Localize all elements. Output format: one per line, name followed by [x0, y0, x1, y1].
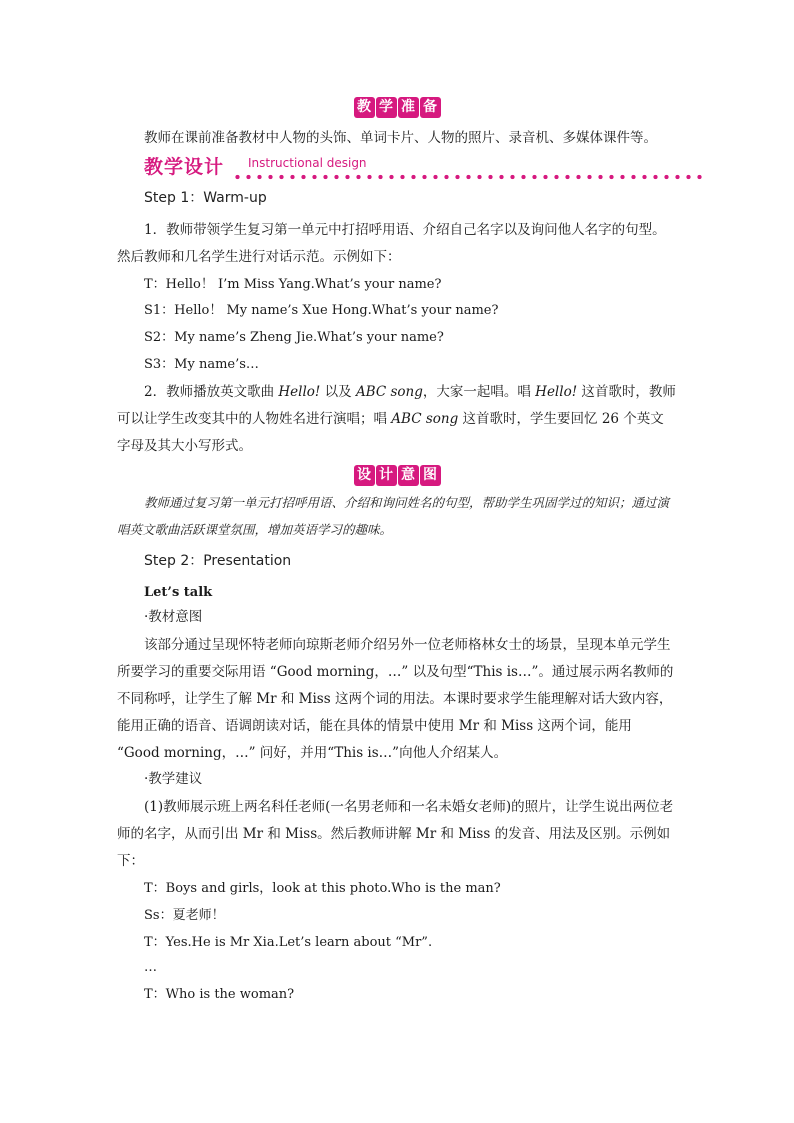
- item2-text: ，大家一起唱。唱: [422, 384, 531, 400]
- lets-talk-heading: Let’s talk: [144, 585, 213, 600]
- intent-badge-char: 设: [354, 465, 375, 486]
- step2-heading: Step 2：Presentation: [144, 553, 292, 569]
- item2-text: 这首歌时，学生要回忆 26 个英文字母及其大小写形式。: [117, 411, 664, 454]
- dialogue-line: S3：My name’s…: [144, 357, 259, 372]
- song-title: ABC song: [355, 384, 423, 400]
- design-header: [144, 152, 708, 182]
- prep-text: 教师在课前准备教材中人物的头饰、单词卡片、人物的照片、录音机、多媒体课件等。: [144, 130, 657, 146]
- dialogue-line: S1：Hello！ My name’s Xue Hong.What’s your name?: [144, 303, 499, 318]
- intent-badge-char: 图: [420, 465, 441, 486]
- dialogue-line: T：Who is the woman?: [144, 987, 295, 1002]
- item2-text: 这首歌时，教师可以让学生改变其中的人物姓名进行演唱；唱: [117, 384, 676, 427]
- item2-text: 2．教师播放英文歌曲: [144, 384, 275, 400]
- intent-badge: [0, 465, 794, 486]
- dialogue-line: T：Yes.He is Mr Xia.Let’s learn about “Mr”.: [144, 935, 433, 950]
- intent-text: 教师通过复习第一单元打招呼用语、介绍和询问姓名的句型，帮助学生巩固学过的知识；通过演唱英文歌曲活跃课堂氛围，增加英语学习的趣味。: [117, 495, 670, 537]
- prep-badge-char: 学: [376, 97, 397, 118]
- prep-badge-char: 备: [420, 97, 441, 118]
- dialogue-line: Ss：夏老师！: [144, 908, 225, 923]
- dialogue-line: T：Boys and girls，look at this photo.Who is the man?: [144, 881, 501, 896]
- prep-badge-char: 教: [354, 97, 375, 118]
- suggest-label: ·教学建议: [144, 771, 203, 787]
- dialogue-line: …: [144, 960, 157, 975]
- design-subtitle: Instructional design: [248, 156, 367, 170]
- material-text: 该部分通过呈现怀特老师向琼斯老师介绍另外一位老师格林女士的场景，呈现本单元学生所要学习的重要交际用语 “Good morning，…” 以及句型“This is…”。通过展示两名教师的不同称呼，让学生了解 Mr 和 Miss 这两个词的用法。本课时要求学生能理解对话大致内容，能用正确的语音、语调朗读对话，能在具体的情景中使用 Mr 和 Miss 这两个词，能用 “Good morning，…” 问好，并用“This is…”向他人介绍某人。: [117, 637, 674, 761]
- suggest-text: (1)教师展示班上两名科任老师(一名男老师和一名未婚女老师)的照片，让学生说出两位老师的名字，从而引出 Mr 和 Miss。然后教师讲解 Mr 和 Miss 的发音、用法及区别。示例如下：: [117, 799, 674, 869]
- dialogue-line: T：Hello！ I’m Miss Yang.What’s your name?: [144, 277, 442, 292]
- song-title: Hello!: [278, 384, 321, 400]
- song-title: ABC song: [391, 411, 459, 427]
- step1-item1: 1．教师带领学生复习第一单元中打招呼用语、介绍自己名字以及询问他人名字的句型。然后教师和几名学生进行对话示范。示例如下：: [117, 222, 666, 265]
- material-label: ·教材意图: [144, 609, 203, 625]
- design-title: 教学设计: [144, 156, 225, 178]
- step1-heading: Step 1：Warm-up: [144, 190, 267, 206]
- item2-text: 以及: [324, 384, 352, 400]
- prep-badge: [0, 97, 794, 118]
- dialogue-line: S2：My name’s Zheng Jie.What’s your name?: [144, 330, 444, 345]
- dotted-rule: [232, 174, 708, 180]
- intent-badge-char: 计: [376, 465, 397, 486]
- step1-item2: [117, 379, 677, 460]
- song-title: Hello!: [535, 384, 578, 400]
- prep-badge-char: 准: [398, 97, 419, 118]
- intent-badge-char: 意: [398, 465, 419, 486]
